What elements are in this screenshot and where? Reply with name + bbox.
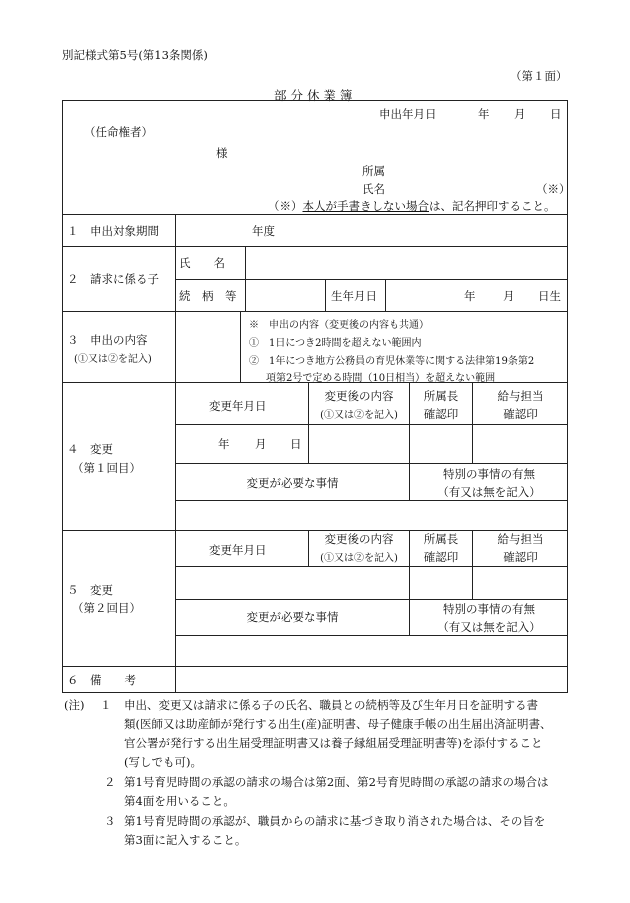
affiliation-label: 所属 [362, 164, 385, 178]
col-divider [245, 246, 246, 311]
s4-content-sub: (①又は②を記入) [320, 410, 398, 421]
section1-label: １ 申出対象期間 [67, 224, 159, 238]
option-2-line1: ② 1年につき地方公務員の育児休業等に関する法律第19条第2 [249, 356, 535, 367]
page-title: 部 分 休 業 簿 [274, 88, 353, 103]
s5-chief-label2: 確認印 [423, 550, 459, 564]
page-label: （第１面） [510, 69, 568, 83]
handwriting-note: （※）本人が手書きしない場合は、記名押印すること。 [268, 199, 556, 213]
row-divider [62, 666, 568, 667]
note2-line1: 第1号育児時間の承認の請求の場合は第2面、第2号育児時間の承認の請求の場合は [124, 775, 549, 789]
row-divider [175, 279, 568, 280]
note2-line2: 第4面を用いること。 [124, 794, 235, 808]
section2-label: ２ 請求に係る子 [67, 272, 159, 286]
row-divider [175, 599, 568, 600]
col-divider [240, 311, 241, 382]
note3-num: ３ [104, 814, 116, 828]
form-id: 別記様式第5号(第13条関係) [62, 48, 208, 62]
seal-mark: （※） [536, 182, 571, 196]
s4-date-day: 日 [290, 437, 302, 451]
option-2-line2: 項第2号で定める時間（10日相当）を超えない範囲 [266, 373, 496, 384]
s5-special-label: 特別の事情の有無 [443, 602, 535, 616]
note1-num: １ [100, 698, 112, 712]
s5-pay-label2: 確認印 [503, 550, 538, 564]
note1-line4: (写しでも可)。 [124, 755, 202, 769]
date-label: 申出年月日 [379, 107, 437, 121]
s5-content-sub: (①又は②を記入) [320, 553, 398, 564]
s4-content-label: 変更後の内容 [324, 389, 394, 403]
relation-label: 続 柄 等 [179, 289, 237, 303]
birth-label: 生年月日 [331, 289, 377, 303]
s5-special-label2: （有又は無を記入） [437, 620, 541, 634]
date-month: 月 [514, 107, 526, 121]
section5-label: ５ 変更 [67, 583, 113, 597]
col-divider [325, 279, 326, 311]
note1-line3: 官公署が発行する出生届受理証明書又は養子縁組届受理証明書等)を添付すること [124, 736, 543, 750]
note2-num: ２ [104, 775, 116, 789]
section6-label: ６ 備 考 [67, 673, 136, 687]
note3-line2: 第3面に記入すること。 [124, 833, 247, 847]
note1-line1: 申出、変更又は請求に係る子の氏名、職員との続柄等及び生年月日を証明する書 [124, 698, 538, 712]
birth-year: 年 [464, 289, 476, 303]
row-divider [175, 635, 568, 636]
s5-content-label: 変更後の内容 [324, 532, 394, 546]
s4-chief-label: 所属長 [423, 389, 459, 403]
row-divider [175, 424, 568, 425]
row-divider [62, 246, 568, 247]
s4-change-date-label: 変更年月日 [209, 399, 267, 413]
section5-sub: （第２回目） [72, 601, 141, 615]
section3-sublabel: (①又は②を記入) [74, 354, 152, 365]
s5-change-date-label: 変更年月日 [209, 543, 267, 557]
nendo-label: 年度 [252, 224, 275, 238]
row-divider [62, 214, 568, 215]
s4-special-label: 特別の事情の有無 [443, 467, 535, 481]
note1-line2: 類(医師又は助産師が発行する出生(産)証明書、母子健康手帳の出生届出済証明書、 [124, 717, 552, 731]
section3-label: ３ 申出の内容 [67, 333, 148, 347]
sama-label: 様 [216, 146, 228, 160]
name-label: 氏名 [362, 182, 385, 196]
row-divider [175, 463, 568, 464]
row-divider [175, 566, 568, 567]
s4-reason-label: 変更が必要な事情 [246, 476, 339, 490]
s4-chief-label2: 確認印 [423, 407, 459, 421]
section4-sub: （第１回目） [72, 461, 141, 475]
s4-date-year: 年 [218, 437, 230, 451]
date-day: 日 [550, 107, 562, 121]
s5-reason-label: 変更が必要な事情 [246, 610, 339, 624]
appointer-label: （任命権者） [84, 125, 153, 139]
content-note: ※ 申出の内容（変更後の内容も共通） [249, 320, 429, 331]
col-divider [385, 279, 386, 311]
child-name-label: 氏 名 [179, 256, 225, 270]
s4-special-label2: （有又は無を記入） [437, 485, 541, 499]
birth-day: 日生 [538, 289, 561, 303]
s5-pay-label: 給与担当 [497, 532, 544, 546]
s5-chief-label: 所属長 [423, 532, 459, 546]
option-1: ① 1日につき2時間を超えない範囲内 [249, 338, 422, 349]
s4-pay-label2: 確認印 [503, 407, 538, 421]
row-divider [62, 311, 568, 312]
notes-head: (注) [64, 698, 85, 712]
section4-label: ４ 変更 [67, 442, 113, 456]
date-year: 年 [478, 107, 490, 121]
s4-date-month: 月 [255, 437, 267, 451]
row-divider [175, 500, 568, 501]
note3-line1: 第1号育児時間の承認が、職員からの請求に基づき取り消された場合は、その旨を [124, 814, 546, 828]
s4-pay-label: 給与担当 [497, 389, 544, 403]
birth-month: 月 [503, 289, 515, 303]
